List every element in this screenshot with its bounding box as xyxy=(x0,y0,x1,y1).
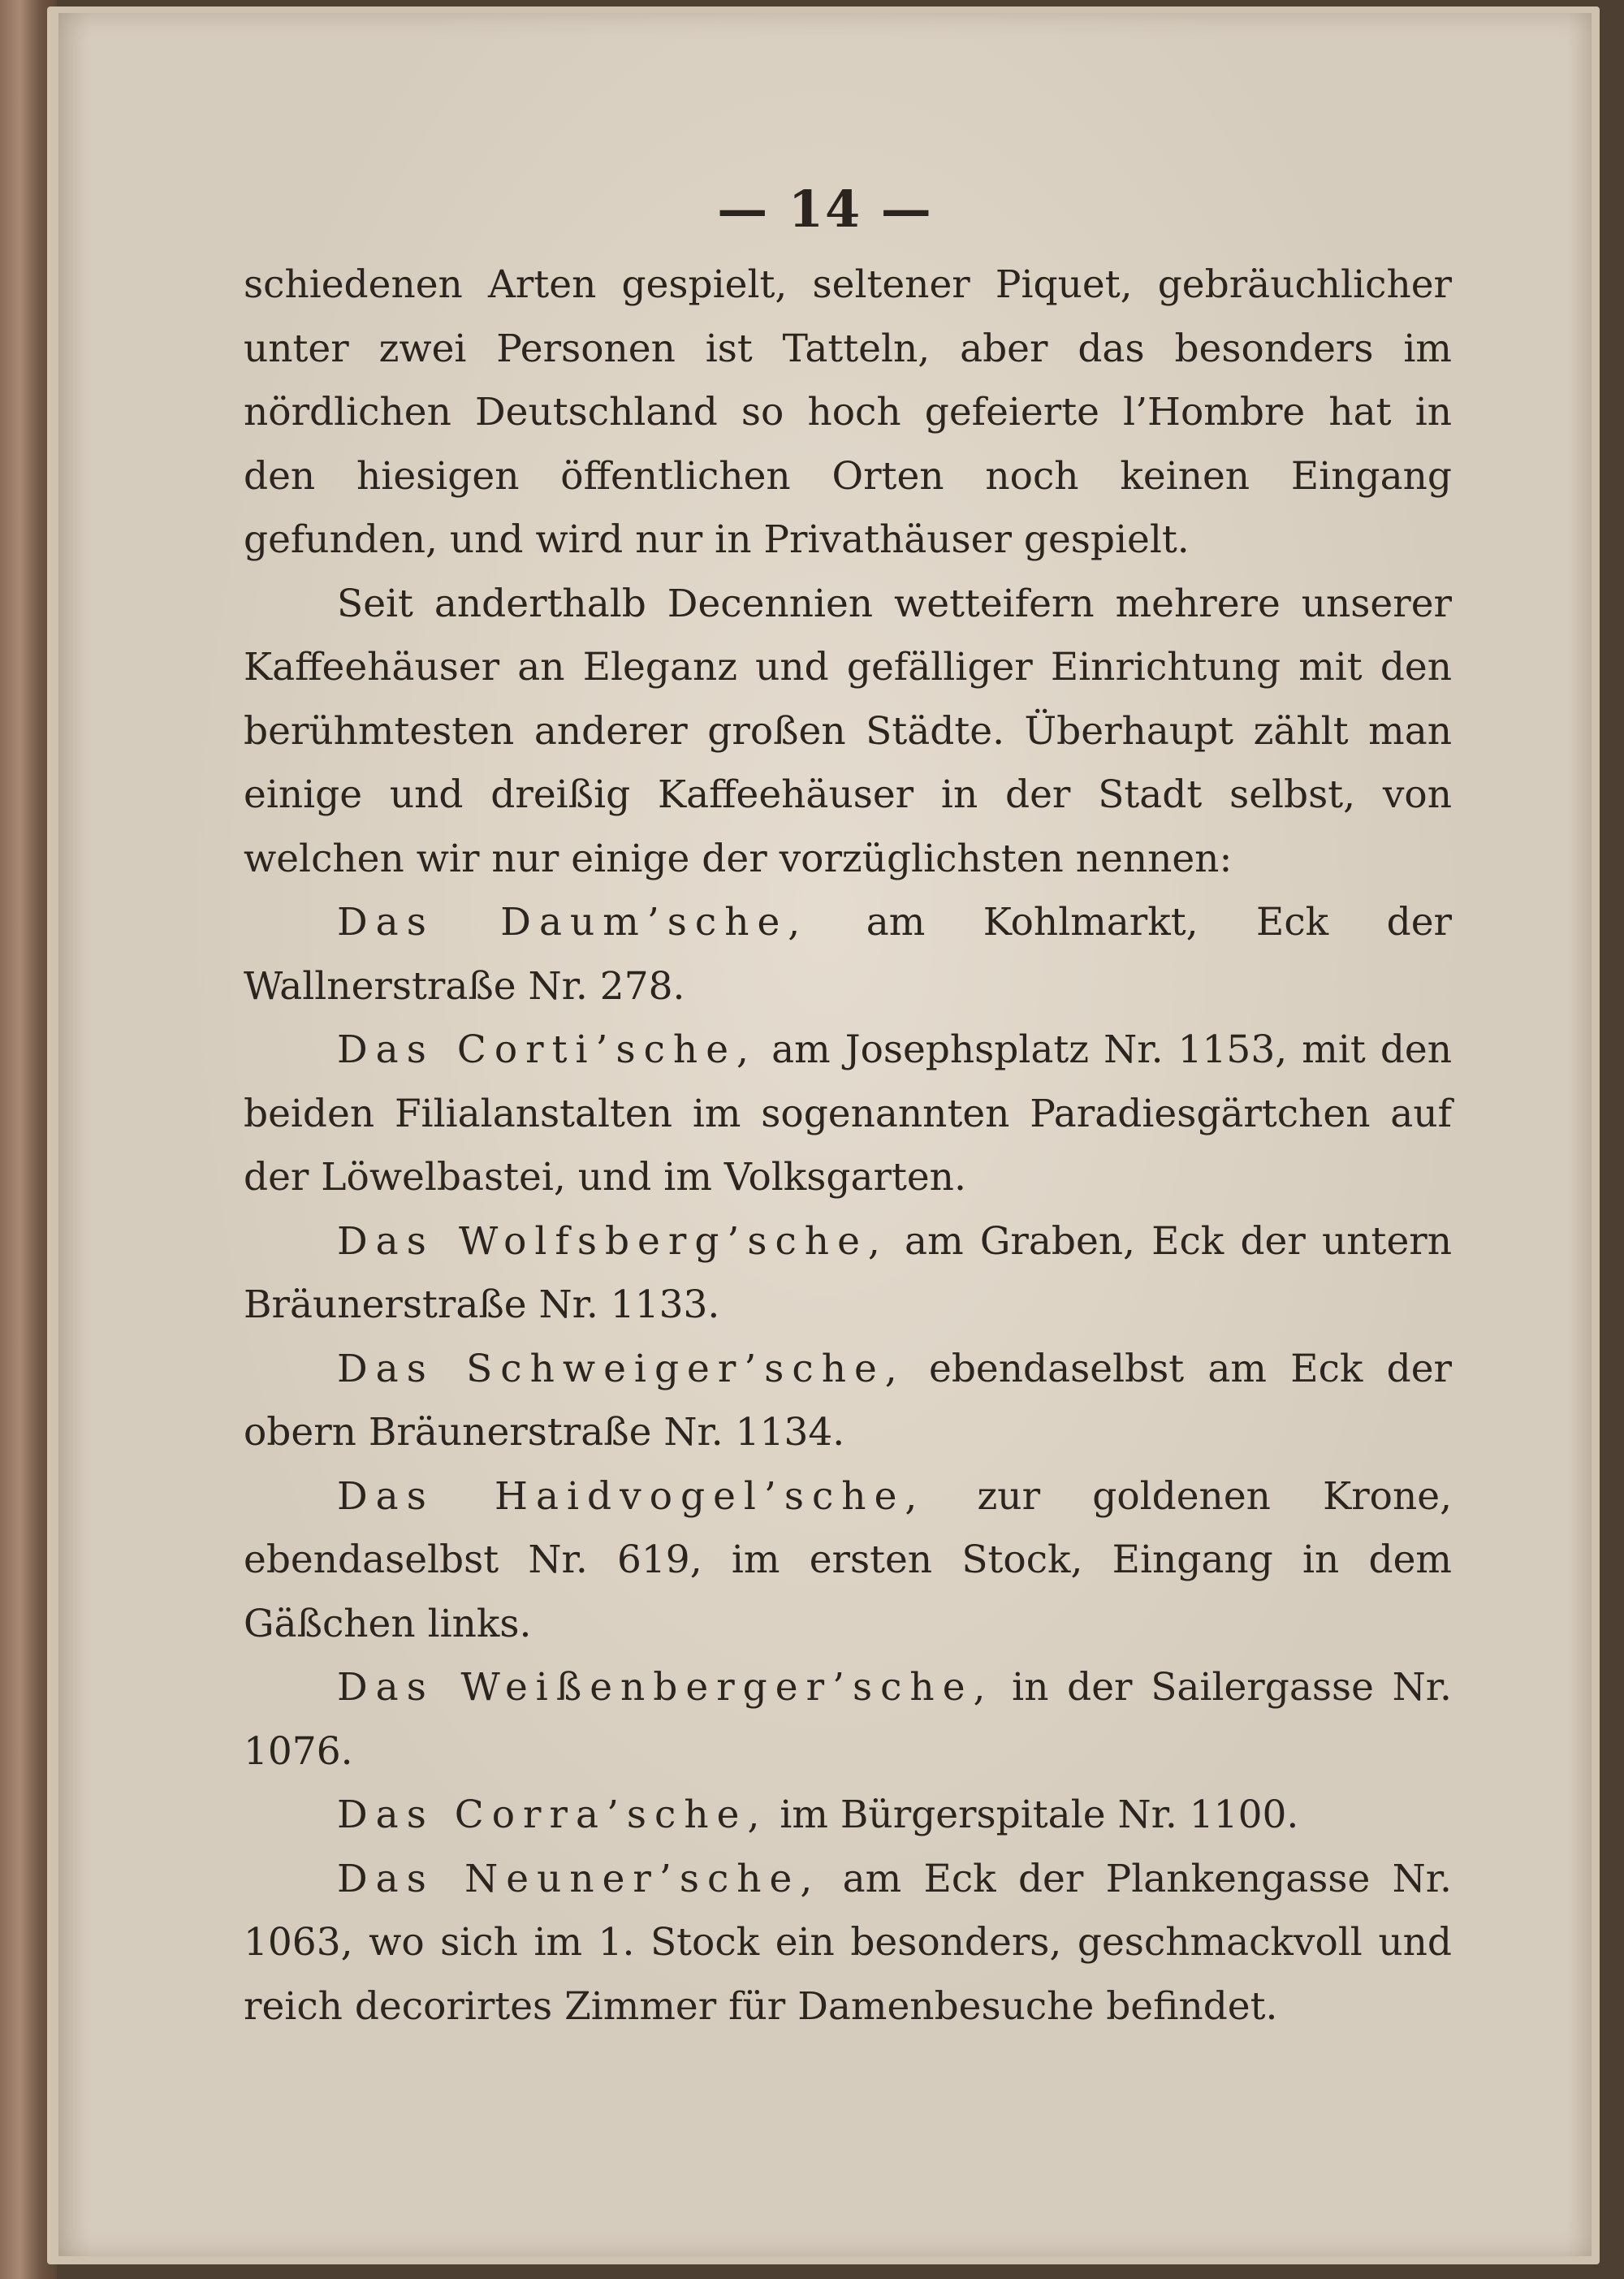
entry-daum xyxy=(244,891,1452,1018)
entry-name: Das Haidvogel’sche, xyxy=(337,1473,926,1519)
entry-neuner xyxy=(244,1848,1452,2039)
entry-haidvogel xyxy=(244,1465,1452,1657)
entry-text: am Graben, Eck der untern Bräunerstraße Nr. 1133. xyxy=(244,1218,1452,1327)
entry-text: am Josephsplatz Nr. 1153, mit den beiden Filialanstalten im sogenannten Paradiesgärtchen auf der Löwelbastei, und im Volksgarten. xyxy=(244,1027,1452,1200)
entry-text: im Bürgerspitale Nr. 1100. xyxy=(780,1792,1299,1837)
entry-name: Das Wolfsberg’sche, xyxy=(337,1218,888,1264)
entry-name: Das Weißenberger’sche, xyxy=(337,1665,994,1710)
body-text xyxy=(244,253,1452,2039)
entry-corra xyxy=(244,1784,1452,1848)
entry-text: zur goldenen Krone, ebendaselbst Nr. 619, im ersten Stock, Eingang in dem Gäßchen links. xyxy=(244,1473,1453,1646)
entry-text: am Kohlmarkt, Eck der Wallnerstraße Nr. 278. xyxy=(244,900,1452,1009)
entry-name: Das Corti’sche, xyxy=(337,1027,757,1072)
page-number: — 14 — xyxy=(717,179,933,239)
paragraph-2: Seit anderthalb Decennien wetteifern mehrere unserer Kaffeehäuser an Eleganz und gefälliger Einrichtung mit den berühmtesten anderer großen Städte. Überhaupt zählt man einige und dreißig Kaffeehäuser in der Stadt selbst, von welchen wir nur einige der vorzüglichsten nennen: xyxy=(244,581,1452,881)
entry-name: Das Daum’sche, xyxy=(337,900,809,945)
entry-schweiger xyxy=(244,1338,1452,1465)
entry-text: ebendaselbst am Eck der obern Bräunerstraße Nr. 1134. xyxy=(244,1346,1452,1455)
entry-text: in der Sailergasse Nr. 1076. xyxy=(244,1665,1452,1774)
entry-name: Das Neuner’sche, xyxy=(337,1856,821,1901)
entry-corti xyxy=(244,1018,1452,1210)
entry-name: Das Schweiger’sche, xyxy=(337,1346,905,1391)
entry-text: am Eck der Plankengasse Nr. 1063, wo sich im 1. Stock ein besonders, geschmackvoll und reich decorirtes Zimmer für Damenbesuche befindet. xyxy=(244,1856,1452,2029)
paragraph-1: schiedenen Arten gespielt, seltener Piquet, gebräuchlicher unter zwei Personen ist Tatteln, aber das besonders im nördlichen Deutschland so hoch gefeierte l’Hombre hat in den hiesigen öffentlichen Orten noch keinen Eingang gefunden, und wird nur in Privathäuser gespielt. xyxy=(244,262,1452,562)
entry-name: Das Corra’sche, xyxy=(337,1792,768,1837)
entry-wolfsberg xyxy=(244,1210,1452,1338)
entry-weissenberger xyxy=(244,1656,1452,1784)
